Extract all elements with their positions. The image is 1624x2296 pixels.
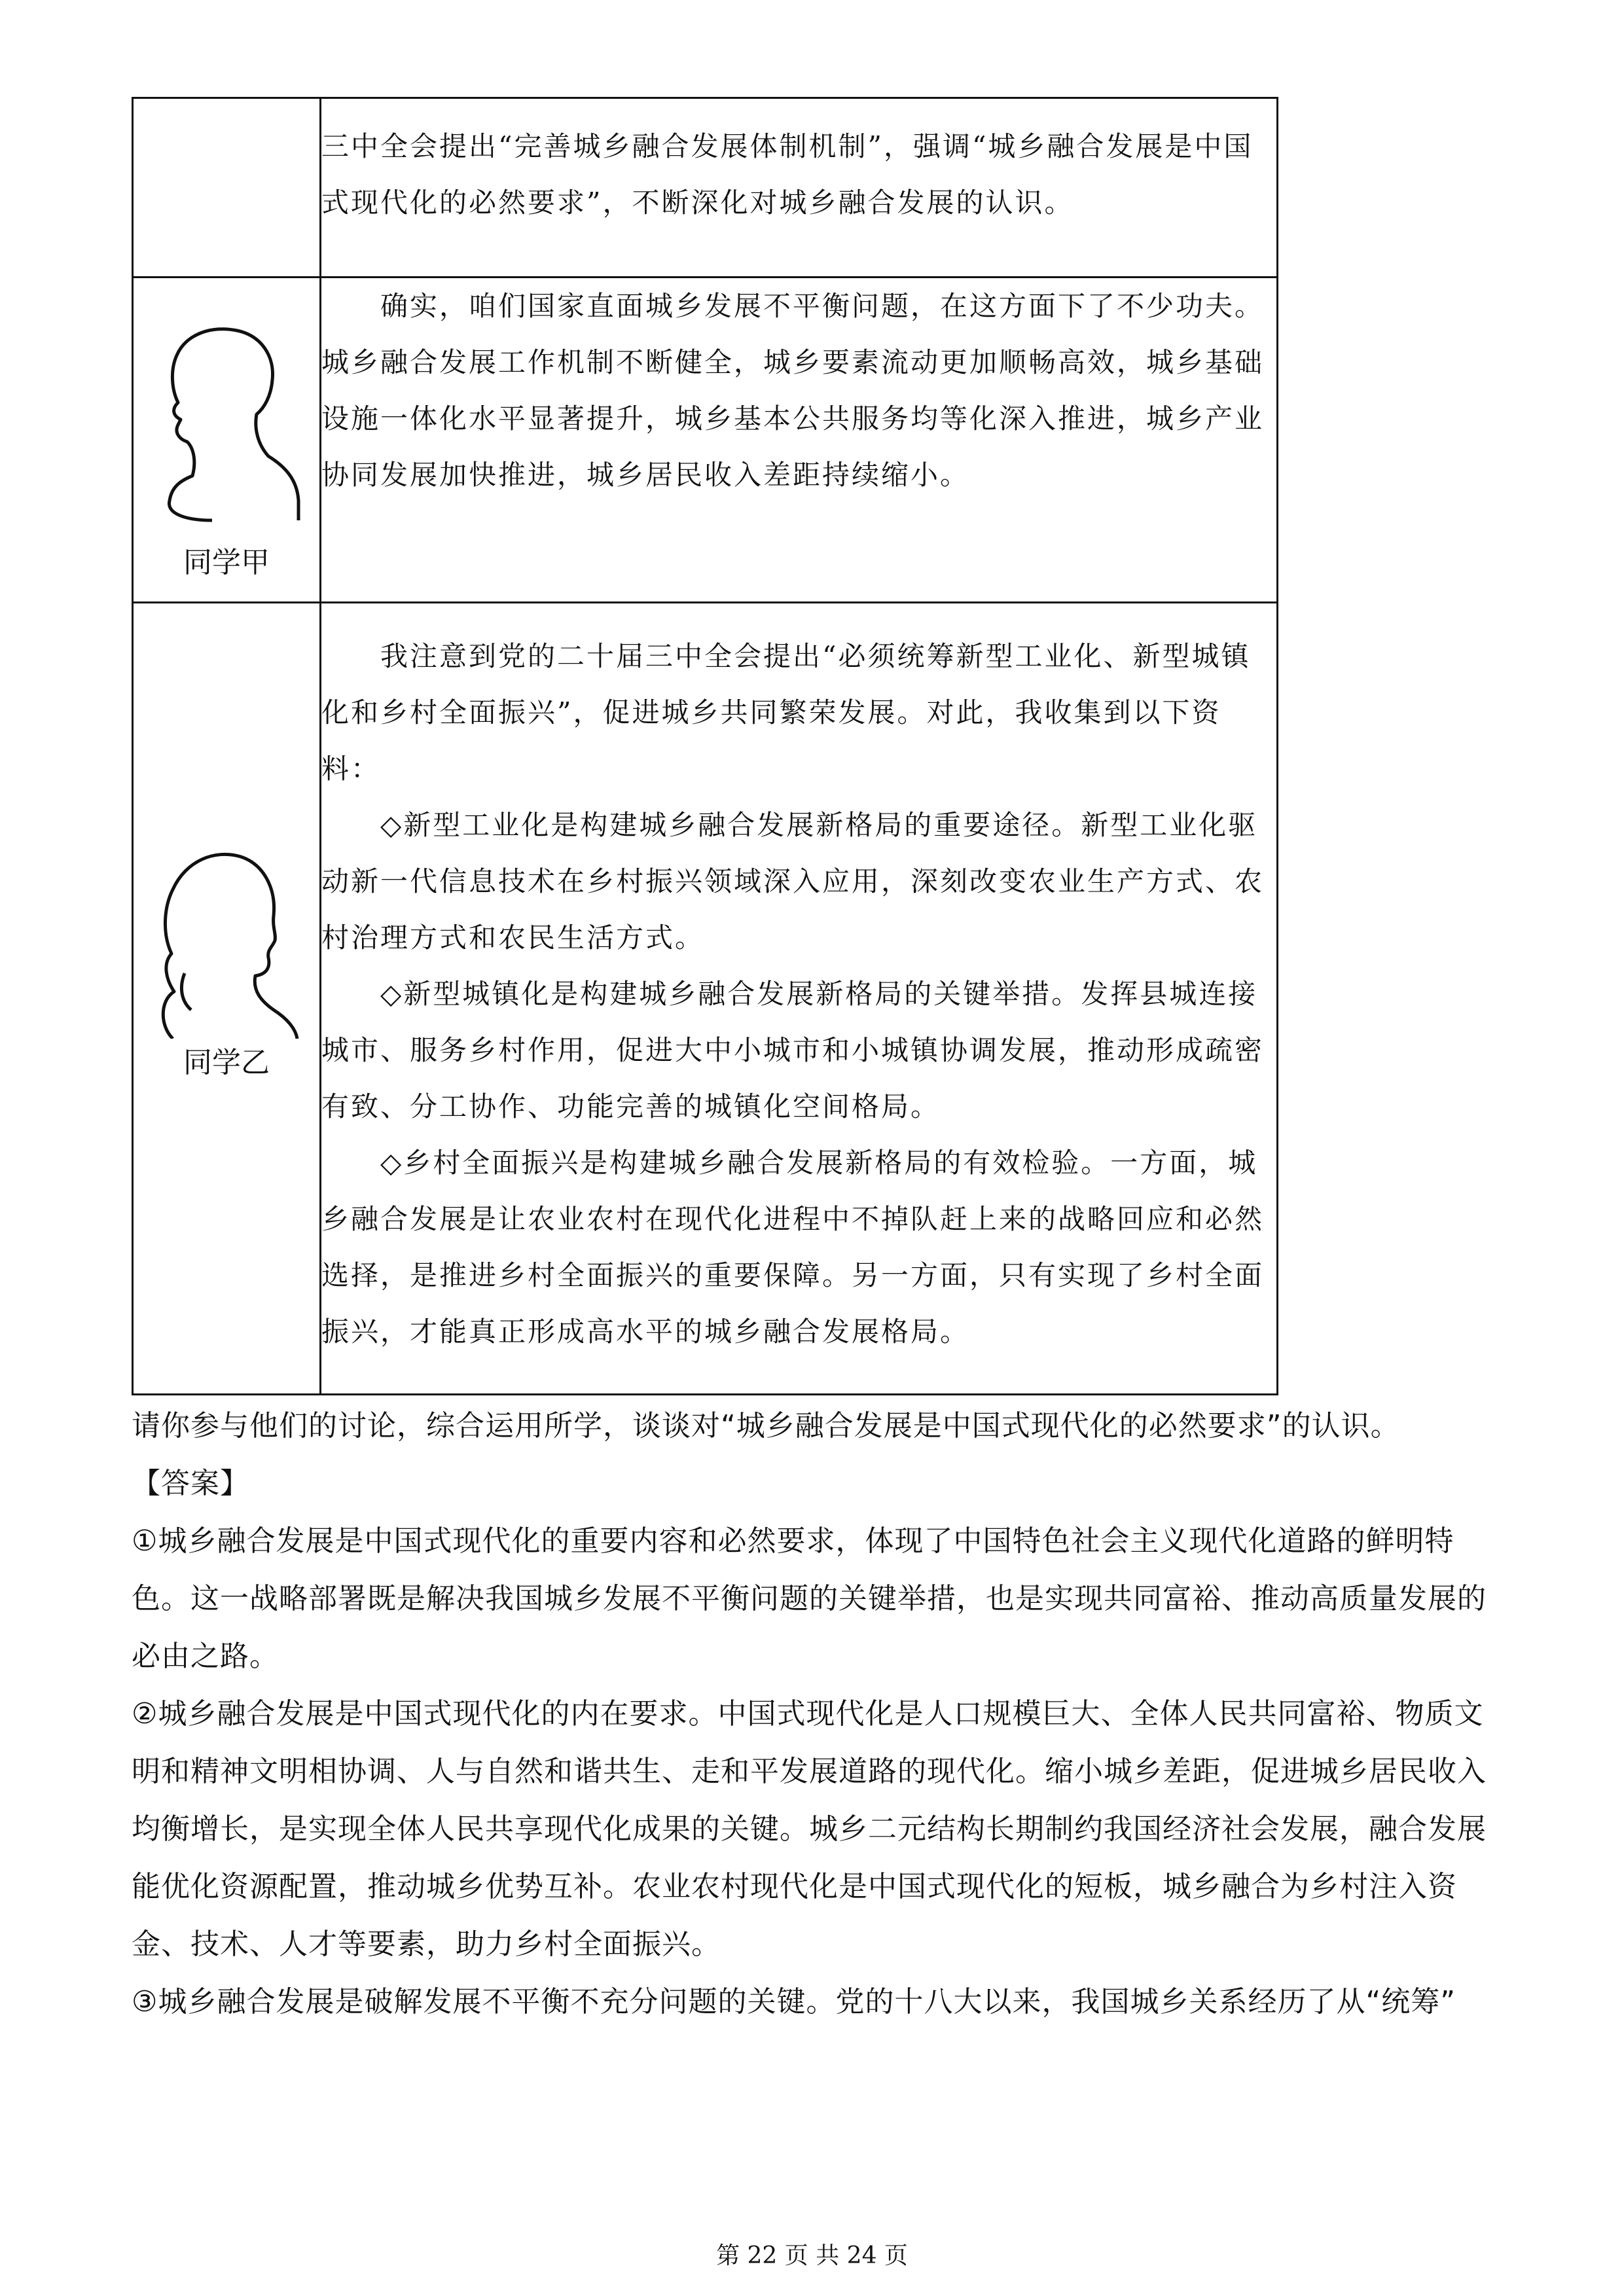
student-b-paragraph: ◇新型城镇化是构建城乡融合发展新格局的关键举措。发挥县城连接城市、服务乡村作用，促进大中小城市和小城镇协调发展，推动形成疏密有致、分工协作、功能完善的城镇化空间格局。 bbox=[321, 978, 1265, 1122]
student-a-speech-cell bbox=[321, 278, 1278, 603]
question-text: 请你参与他们的讨论，综合运用所学，谈谈对“城乡融合发展是中国式现代化的必然要求”的认识。 bbox=[132, 1409, 1400, 1443]
student-a-label: 同学甲 bbox=[183, 546, 270, 579]
student-a-portrait-cell bbox=[133, 278, 321, 603]
student-b-paragraph: 我注意到党的二十届三中全会提出“必须统筹新型工业化、新型城镇化和乡村全面振兴”，促进城乡共同繁荣发展。对此，我收集到以下资料： bbox=[321, 640, 1251, 785]
student-b-label: 同学乙 bbox=[183, 1046, 270, 1079]
answer-paragraph: ③城乡融合发展是破解发展不平衡不充分问题的关键。党的十八大以来，我国城乡关系经历了从“统筹” bbox=[132, 1985, 1456, 2018]
page-number-footer: 第 22 页 共 24 页 bbox=[716, 2242, 908, 2269]
student-b-speech-cell bbox=[321, 603, 1278, 1395]
answer-section bbox=[132, 1397, 1513, 2031]
student-b-paragraph: ◇乡村全面振兴是构建城乡融合发展新格局的有效检验。一方面，城乡融合发展是让农业农村在现代化进程中不掉队赶上来的战略回应和必然选择，是推进乡村全面振兴的重要保障。另一方面，只有实现了乡村全面振兴，才能真正形成高水平的城乡融合发展格局。 bbox=[321, 1147, 1265, 1348]
answer-header: 【答案】 bbox=[132, 1467, 249, 1500]
answer-paragraph: ②城乡融合发展是中国式现代化的内在要求。中国式现代化是人口规模巨大、全体人民共同富裕、物质文明和精神文明相协调、人与自然和谐共生、走和平发展道路的现代化。缩小城乡差距，促进城乡居民收入均衡增长，是实现全体人民共享现代化成果的关键。城乡二元结构长期制约我国经济社会发展，融合发展能优化资源配置，推动城乡优势互补。农业农村现代化是中国式现代化的短板，城乡融合为乡村注入资金、技术、人才等要素，助力乡村全面振兴。 bbox=[132, 1697, 1487, 1961]
female-silhouette-icon bbox=[134, 829, 319, 1039]
intro-continuation-cell bbox=[321, 98, 1278, 278]
dialogue-table bbox=[132, 97, 1278, 1395]
student-a-paragraph: 确实，咱们国家直面城乡发展不平衡问题，在这方面下了不少功夫。城乡融合发展工作机制不断健全，城乡要素流动更加顺畅高效，城乡基础设施一体化水平显著提升，城乡基本公共服务均等化深入推进，城乡产业协同发展加快推进，城乡居民收入差距持续缩小。 bbox=[321, 290, 1265, 491]
intro-paragraph: 三中全会提出“完善城乡融合发展体制机制”，强调“城乡融合发展是中国式现代化的必然要求”，不断深化对城乡融合发展的认识。 bbox=[321, 130, 1254, 219]
answer-paragraph: ①城乡融合发展是中国式现代化的重要内容和必然要求，体现了中国特色社会主义现代化道路的鲜明特色。这一战略部署既是解决我国城乡发展不平衡问题的关键举措，也是实现共同富裕、推动高质量发展的必由之路。 bbox=[132, 1524, 1487, 1673]
empty-portrait-cell bbox=[133, 98, 321, 278]
male-silhouette-icon bbox=[134, 304, 319, 540]
student-b-paragraph: ◇新型工业化是构建城乡融合发展新格局的重要途径。新型工业化驱动新一代信息技术在乡村振兴领域深入应用，深刻改变农业生产方式、农村治理方式和农民生活方式。 bbox=[321, 809, 1265, 954]
student-b-portrait-cell bbox=[133, 603, 321, 1395]
